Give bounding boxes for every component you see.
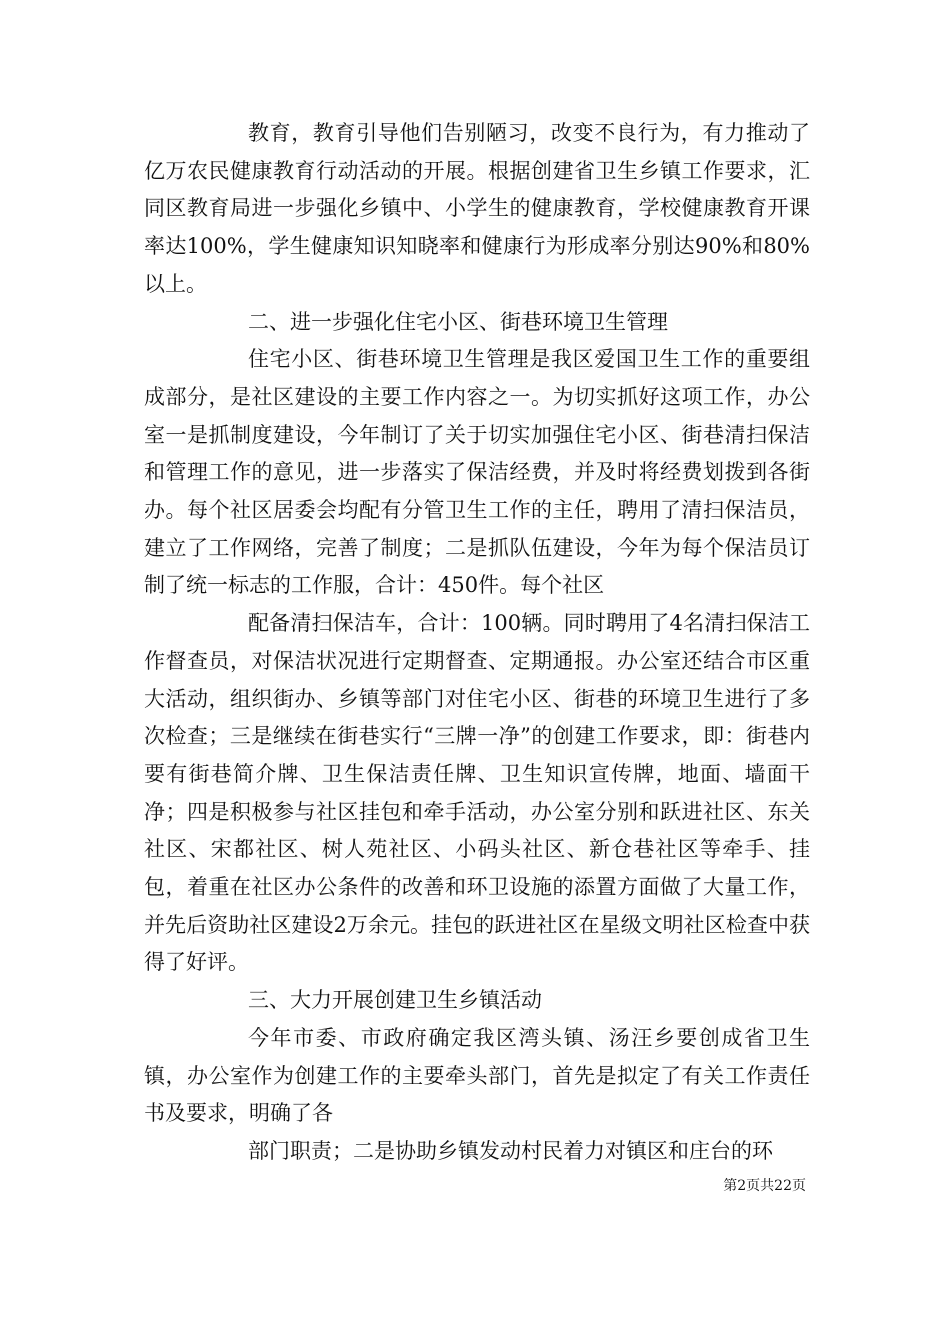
paragraph-residential-management: 住宅小区、街巷环境卫生管理是我区爱国卫生工作的重要组成部分，是社区建设的主要工作内容之一。为切实抓好这项工作，办公室一是抓制度建设，今年制订了关于切实加强住宅小区、街巷清扫保洁和管理工作的意见，进一步落实了保洁经费，并及时将经费划拨到各街办。每个社区居委会均配有分管卫生工作的主任，聘用了清扫保洁员，建立了工作网络，完善了制度；二是抓队伍建设，今年为每个保洁员订制了统一标志的工作服，合计：450件。每个社区 [144,347,810,598]
section-heading-two: 二、进一步强化住宅小区、街巷环境卫生管理 [248,309,668,334]
paragraph-health-education: 教育，教育引导他们告别陋习，改变不良行为，有力推动了亿万农民健康教育行动活动的开展。根据创建省卫生乡镇工作要求，汇同区教育局进一步强化乡镇中、小学生的健康教育，学校健康教育开课率达100%，学生健康知识知晓率和健康行为形成率分别达90%和80%以上。 [144,121,810,296]
paragraph-sanitary-towns: 今年市委、市政府确定我区湾头镇、汤汪乡要创成省卫生镇，办公室作为创建工作的主要牵头部门，首先是拟定了有关工作责任书及要求，明确了各 [144,1025,810,1126]
paragraph-department-duties: 部门职责；二是协助乡镇发动村民着力对镇区和庄台的环 [248,1138,773,1163]
page-number: 第2页共22页 [723,1178,806,1194]
section-heading-three: 三、大力开展创建卫生乡镇活动 [248,988,542,1013]
paragraph-cleaning-vehicles: 配备清扫保洁车，合计：100辆。同时聘用了4名清扫保洁工作督查员，对保洁状况进行定期督查、定期通报。办公室还结合市区重大活动，组织街办、乡镇等部门对住宅小区、街巷的环境卫生进行了多次检查；三是继续在街巷实行“三牌一净”的创建工作要求，即：街巷内要有街巷简介牌、卫生保洁责任牌、卫生知识宣传牌，地面、墙面干净；四是积极参与社区挂包和牵手活动，办公室分别和跃进社区、东关社区、宋都社区、树人苑社区、小码头社区、新仓巷社区等牵手、挂包，着重在社区办公条件的改善和环卫设施的添置方面做了大量工作，并先后资助社区建设2万余元。挂包的跃进社区在星级文明社区检查中获得了好评。 [144,611,810,975]
document-body [144,115,810,1171]
